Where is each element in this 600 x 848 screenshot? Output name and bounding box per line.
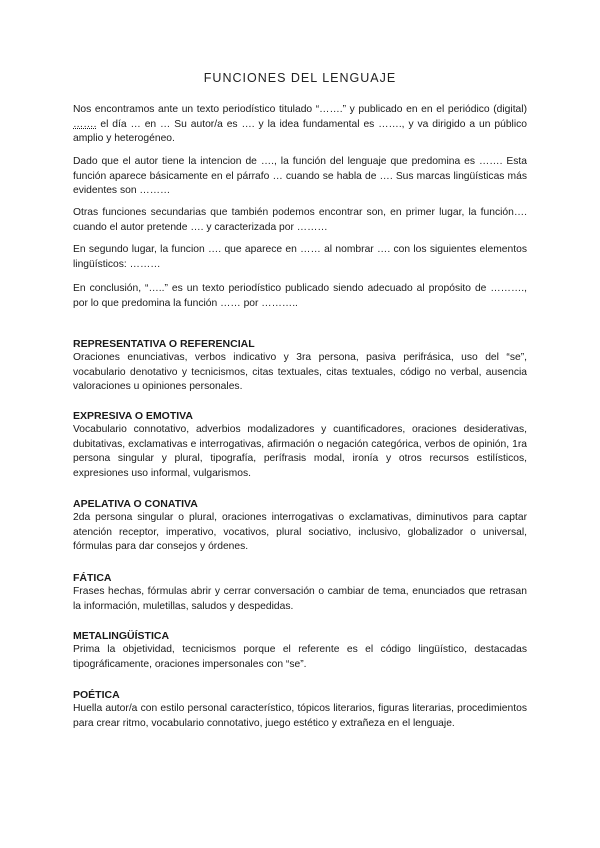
intro-p1-end: el día … en … Su autor/a es …. y la idea fundamental es ……., y va dirigido a un público amplio y heterogéneo.: [73, 118, 527, 145]
intro-p1-start: Nos encontramos ante un texto periodístico titulado “…….” y publicado en en el periódico (digital): [73, 104, 527, 115]
function-heading-fatica: FÁTICA: [73, 572, 112, 584]
function-heading-poetica: POÉTICA: [73, 689, 120, 701]
function-heading-apelativa: APELATIVA O CONATIVA: [73, 498, 198, 510]
function-description-fatica: Frases hechas, fórmulas abrir y cerrar conversación o cambiar de tema, enunciados que retrasan la información, muletillas, saludos y despedidas.: [73, 586, 527, 612]
function-description-representativa: Oraciones enunciativas, verbos indicativo y 3ra persona, pasiva perifrásica, uso del “se”, vocabulario denotativo y tecnicismos, citas textuales, citas textuales, código no verbal, ausencia valoraciones u opiniones personales.: [73, 352, 527, 393]
intro-paragraph-5: En conclusión, “…..” es un texto periodístico publicado siendo adecuado al propósito de ………., por lo que predomina la función …… por ………..: [73, 283, 527, 309]
function-heading-representativa: REPRESENTATIVA O REFERENCIAL: [73, 338, 255, 350]
function-description-expresiva: Vocabulario connotativo, adverbios modalizadores y cuantificadores, oraciones desiderativas, dubitativas, exclamativas e interrogativas, afirmación o negación categórica, verbos de opinión, 1ra persona singular y plural, tipografía, perífrasis modal, ironía y otros recursos estilísticos, expresiones uso informal, vulgarismos.: [73, 424, 527, 479]
document-title: FUNCIONES DEL LENGUAJE: [203, 71, 397, 85]
function-heading-metalinguistica: METALINGÜÍSTICA: [73, 630, 170, 642]
function-description-apelativa: 2da persona singular o plural, oraciones interrogativas o exclamativas, diminutivos para captar atención receptor, imperativo, vocativos, plural sociativo, inclusivo, globalizador o universal, fórmulas para dar consejos y órdenes.: [73, 512, 527, 553]
intro-p1-underlined: …….: [73, 118, 97, 130]
function-description-metalinguistica: Prima la objetividad, tecnicismos porque el referente es el código lingüístico, destacadas tipográficamente, oraciones impersonales con “se”.: [73, 644, 527, 670]
intro-paragraph-3: Otras funciones secundarias que también podemos encontrar son, en primer lugar, la función…. cuando el autor pretende …. y caracterizada por ………: [73, 207, 527, 233]
function-heading-expresiva: EXPRESIVA O EMOTIVA: [73, 410, 193, 422]
function-description-poetica: Huella autor/a con estilo personal característico, tópicos literarios, figuras literarias, procedimientos para crear ritmo, vocabulario connotativo, juego estético y extrañeza en el lenguaje.: [73, 703, 527, 729]
intro-paragraph-4: En segundo lugar, la funcion …. que aparece en …… al nombrar …. con los siguientes elementos lingüísticos: ………: [73, 244, 527, 270]
intro-paragraph-2: Dado que el autor tiene la intencion de …., la función del lenguaje que predomina es ……. Esta función aparece básicamente en el párrafo … cuando se habla de …. Sus marcas lingüísticas más evidentes son ………: [73, 156, 527, 197]
intro-paragraph-1: [73, 103, 527, 147]
